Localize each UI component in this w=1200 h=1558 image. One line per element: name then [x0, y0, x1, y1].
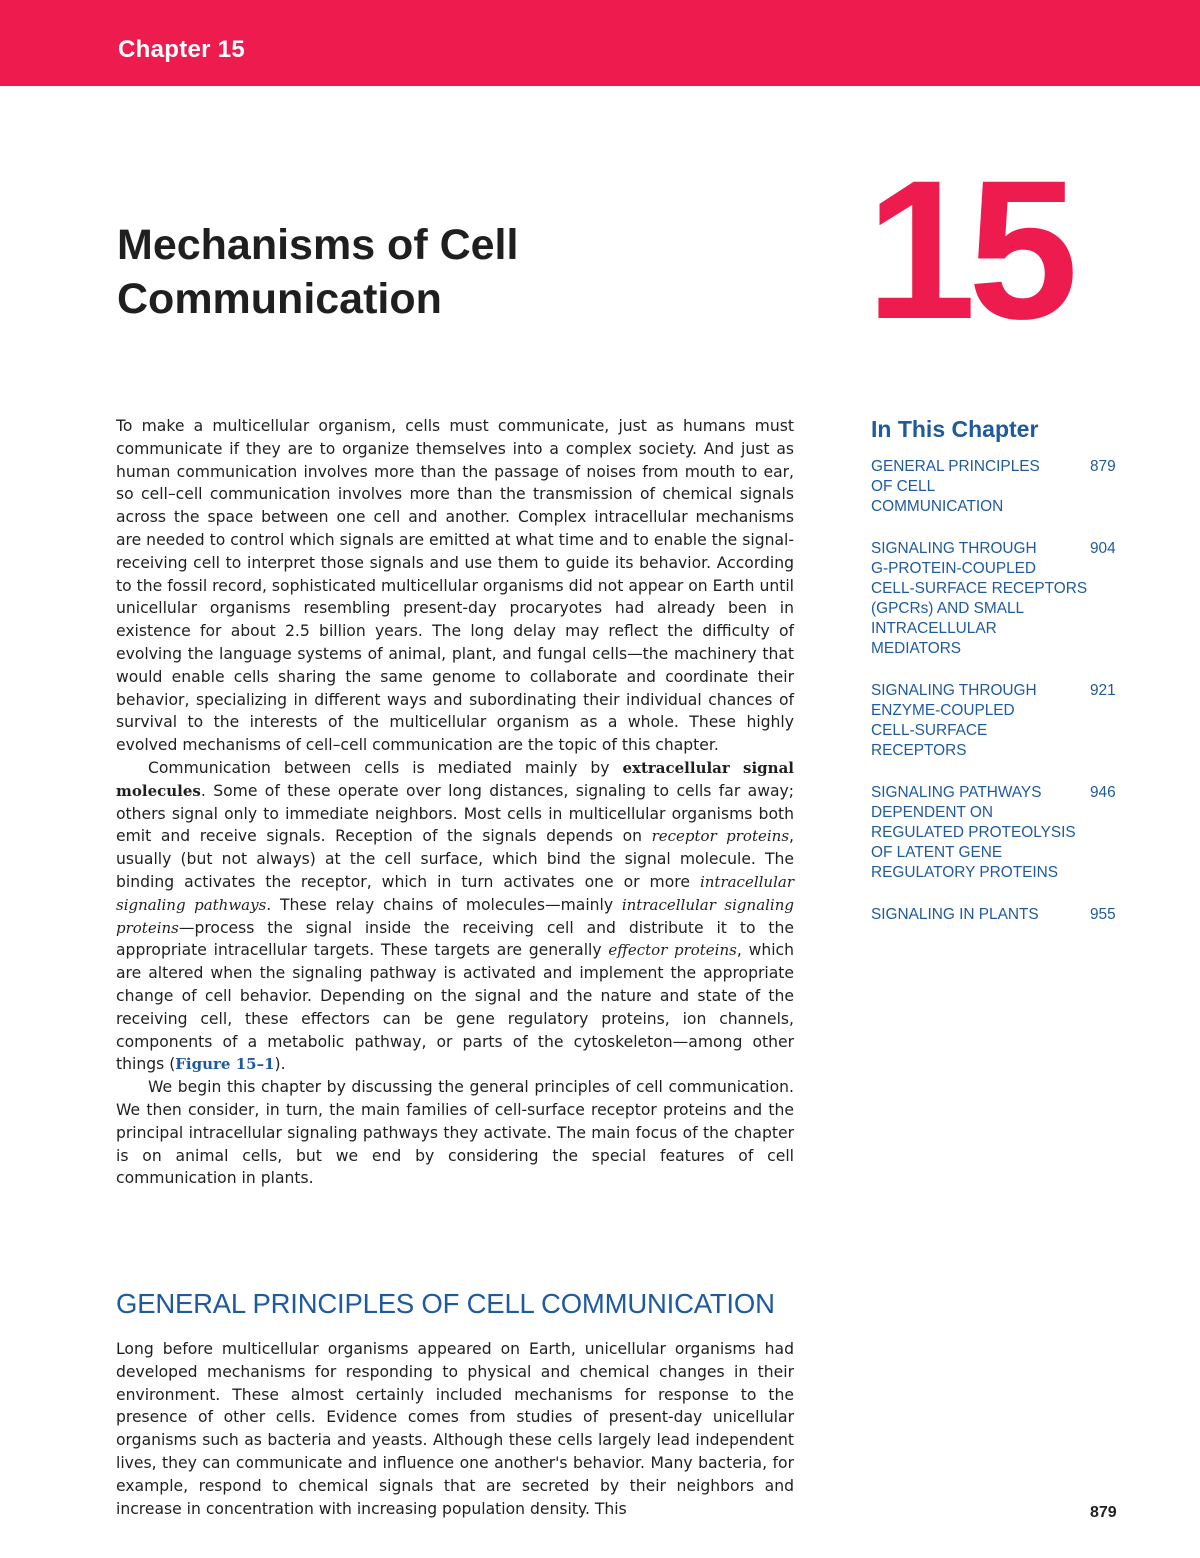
toc-item-label: SIGNALING THROUGH ENZYME-COUPLED CELL-SURFACE RECEPTORS	[871, 682, 1037, 759]
chapter-label: Chapter 15	[118, 36, 246, 63]
intro-text	[116, 415, 794, 1190]
chapter-title	[117, 218, 677, 326]
chapter-title-line-2: Communication	[117, 275, 442, 323]
toc-item-proteolysis[interactable]	[871, 783, 1131, 883]
toc-item-label: SIGNALING THROUGH G-PROTEIN-COUPLED CELL-SURFACE RECEPTORS (GPCRs) AND SMALL INTRACELLULAR MEDIATORS	[871, 540, 1088, 657]
toc-item-enzyme-coupled[interactable]	[871, 681, 1131, 761]
toc-item-label: GENERAL PRINCIPLES OF CELL COMMUNICATION	[871, 458, 1040, 515]
toc-item-page: 879	[1090, 458, 1116, 475]
toc-item-page: 946	[1090, 784, 1116, 801]
intro-paragraph-2: Communication between cells is mediated mainly by extracellular signal molecules. Some of these operate over long distances, signaling to cells far away; others signal only to immediate neighbors. Most cells in multicellular organisms both emit and receive signals. Reception of the signals depends on receptor proteins, usually (but not always) at the cell surface, which bind the signal molecule. The binding activates the receptor, which in turn activates one or more intracellular signaling pathways. These relay chains of molecules—mainly intracellular signaling proteins—process the signal inside the receiving cell and distribute it to the appropriate intracellular targets. These targets are generally effector proteins, which are altered when the signaling pathway is activated and implement the appropriate change of cell behavior. Depending on the signal and the nature and state of the receiving cell, these effectors can be gene regulatory proteins, ion channels, components of a metabolic pathway, or parts of the cytoskeleton—among other things (Figure 15–1).	[116, 758, 794, 1074]
sidebar-title: In This Chapter	[871, 416, 1039, 442]
toc-item-plants[interactable]	[871, 905, 1131, 925]
chapter-number: 15	[866, 139, 1071, 360]
toc-item-label: SIGNALING IN PLANTS	[871, 906, 1039, 923]
key-term: extracellular signal molecules	[116, 758, 794, 800]
toc-item-page: 955	[1090, 906, 1116, 923]
italic-term: effector proteins	[608, 941, 737, 960]
toc-item-page: 921	[1090, 682, 1116, 699]
toc-item-general-principles[interactable]	[871, 457, 1131, 517]
toc-item-gpcrs[interactable]	[871, 539, 1131, 659]
section-paragraph-1: Long before multicellular organisms appeared on Earth, unicellular organisms had developed mechanisms for responding to physical and chemical changes in their environment. These almost certainly included mechanisms for response to the presence of other cells. Evidence comes from studies of present-day unicellular organisms such as bacteria and yeasts. Although these cells largely lead independent lives, they can communicate and influence one another's behavior. Many bacteria, for example, respond to chemical signals that are secreted by their neighbors and increase in concentration with increasing population density. This	[116, 1340, 794, 1518]
italic-term: intracellular signaling proteins	[116, 895, 794, 937]
in-this-chapter-sidebar	[871, 416, 1131, 947]
toc-item-page: 904	[1090, 540, 1116, 557]
intro-paragraph-1: To make a multicellular organism, cells must communicate, just as humans must communicate if they are to organize themselves into a complex society. And just as human communication involves more than the passage of noises from mouth to ear, so cell–cell communication involves more than the transmission of chemical signals across the space between one cell and another. Complex intracellular mechanisms are needed to control which signals are emitted at what time and to enable the signal-receiving cell to interpret those signals and use them to guide its behavior. According to the fossil record, sophisticated multicellular organisms did not appear on Earth until unicellular organisms resembling present-day procaryotes had already been in existence for about 2.5 billion years. The long delay may reflect the difficulty of evolving the language systems of animal, plant, and fungal cells—the machinery that would enable cells sharing the same genome to collaborate and coordinate their behavior, specializing in different ways and subordinating their individual chances of survival to the interests of the multicellular organism as a whole. These highly evolved mechanisms of cell–cell communication are the topic of this chapter.	[116, 417, 794, 755]
chapter-title-line-1: Mechanisms of Cell	[117, 221, 519, 269]
section-text	[116, 1338, 794, 1520]
intro-paragraph-3: We begin this chapter by discussing the general principles of cell communication. We then consider, in turn, the main families of cell-surface receptor proteins and the principal intracellular signaling pathways they activate. The main focus of the chapter is on animal cells, but we end by considering the special features of cell communication in plants.	[116, 1078, 794, 1188]
italic-term: receptor proteins	[651, 827, 790, 846]
page-number: 879	[1090, 1504, 1117, 1521]
figure-reference-link[interactable]: Figure 15–1	[175, 1055, 275, 1074]
toc-item-label: SIGNALING PATHWAYS DEPENDENT ON REGULATED PROTEOLYSIS OF LATENT GENE REGULATORY PROTEINS	[871, 784, 1076, 881]
italic-term: intracellular signaling pathways	[116, 872, 794, 914]
section-heading: GENERAL PRINCIPLES OF CELL COMMUNICATION	[116, 1288, 775, 1319]
chapter-header-bar	[0, 0, 1200, 86]
